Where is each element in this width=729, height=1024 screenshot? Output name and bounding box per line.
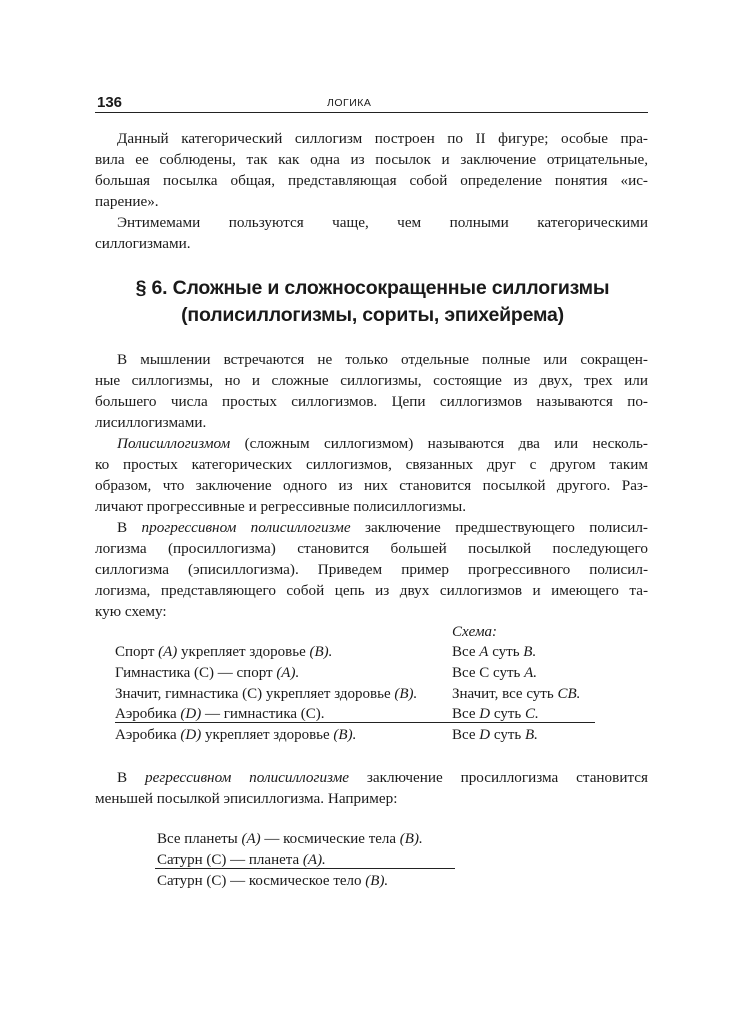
paragraph-regressive: В регрессивном полисиллогизме заключение просиллогизма становится меньшей посылкой эписиллогизма. Например:: [95, 769, 648, 807]
example-left-row-2: Гимнастика (С) — спорт (А).: [115, 665, 300, 681]
example-right-row-4: Все D суть С.: [452, 706, 539, 722]
example-right-row-1: Все А суть В.: [452, 644, 537, 660]
example-right-row-3: Значит, все суть СВ.: [452, 686, 581, 702]
regressive-row-1: Все планеты (А) — космические тела (В).: [157, 831, 423, 847]
section-title-line-2: (полисиллогизмы, сориты, эпихейрема): [181, 304, 564, 326]
page-number: 136: [97, 94, 123, 111]
premise-conclusion-divider: [115, 722, 595, 723]
page-header: [95, 96, 648, 113]
section-title-line-1: § 6. Сложные и сложносокращенные силлогизмы: [135, 277, 610, 299]
paragraph-enthymemes: Энтимемами пользуются чаще, чем полными категорическими силлогизмами.: [95, 214, 648, 252]
example-left-row-3: Значит, гимнастика (С) укрепляет здоровье (В).: [115, 686, 418, 702]
regressive-row-2: Сатурн (С) — планета (А).: [157, 852, 326, 868]
example-left-row-4: Аэробика (D) — гимнастика (С).: [115, 706, 325, 722]
example-left-row-1: Спорт (А) укрепляет здоровье (В).: [115, 644, 333, 660]
term-progressive: прогрессивном полисиллогизме: [141, 519, 351, 536]
running-title: ЛОГИКА: [327, 97, 372, 109]
example-right-row-5: Все D суть В.: [452, 727, 538, 743]
regressive-divider: [155, 868, 455, 869]
term-regressive: регрессивном полисиллогизме: [144, 769, 350, 786]
regressive-row-3: Сатурн (С) — космическое тело (В).: [157, 873, 389, 889]
section-title: [80, 275, 665, 329]
paragraph-syllogism-analysis: Данный категорический силлогизм построен по II фигуре; особые пра- вила ее соблюдены, так как одна из посылок и заключение отрицательные, большая посылка общая, представляющая собой определение понятия «ис- парение».: [95, 130, 648, 210]
paragraph-polysyllogism-definition: Полисиллогизмом (сложным силлогизмом) называются два или несколь- ко простых категорических силлогизмов, связанных друг с другом таким образом, что заключение одного из них становится посылкой другого. Раз- личают прогрессивные и регрессивные полисиллогизмы.: [95, 435, 648, 515]
example-left-row-5: Аэробика (D) укрепляет здоровье (В).: [115, 727, 357, 743]
example-right-row-2: Все С суть А.: [452, 665, 538, 681]
scheme-label: Схема:: [452, 624, 498, 640]
term-polysyllogism: Полисиллогизмом: [117, 435, 231, 452]
paragraph-polysyllogisms-intro: В мышлении встречаются не только отдельные полные или сокращен- ные силлогизмы, но и сложные силлогизмы, состоящие из двух, трех или большего числа простых силлогизмов. Цепи силлогизмов называются по- лисиллогизмами.: [95, 351, 648, 431]
paragraph-progressive: В прогрессивном полисиллогизме заключение предшествующего полисил- логизма (просиллогизма) становится большей посылкой последующего силлогизма (эписиллогизма). Приведем пример прогрессивного полисил- логизма, представляющего собой цепь из двух силлогизмов и имеющего та- кую схему:: [95, 519, 648, 620]
